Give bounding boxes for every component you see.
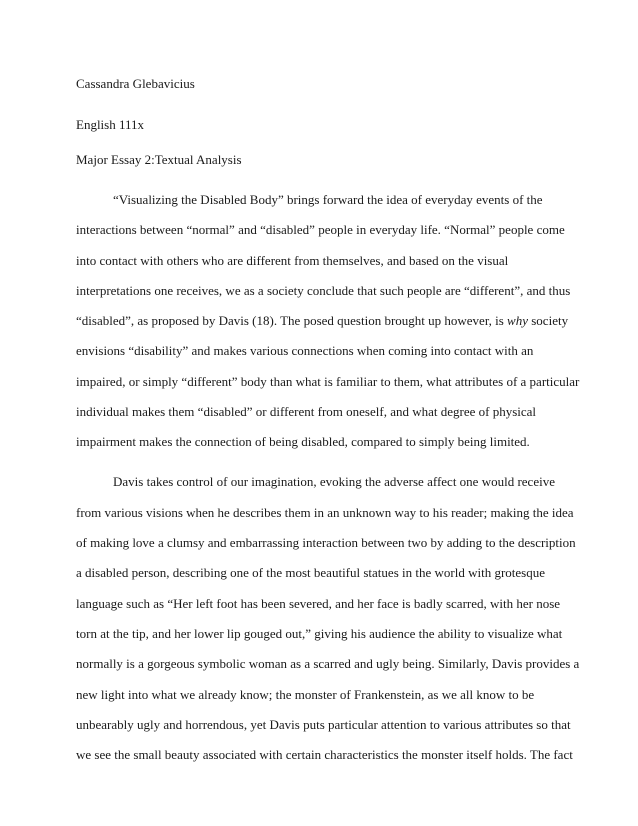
- paragraph-2-line-5: language such as “Her left foot has been severed, and her face is badly scarred, with her nose: [76, 596, 561, 611]
- paragraph-2-line-8: new light into what we already know; the monster of Frankenstein, as we all know to be: [76, 687, 535, 702]
- paragraph-1-line-1: “Visualizing the Disabled Body” brings forward the idea of everyday events of the: [113, 192, 543, 207]
- paragraph-1-line-3: into contact with others who are different from themselves, and based on the visual: [76, 253, 509, 268]
- paragraph-2-line-10: we see the small beauty associated with certain characteristics the monster itself holds. The fact: [76, 747, 573, 762]
- paragraph-1-line-2: interactions between “normal” and “disabled” people in everyday life. “Normal” people come: [76, 222, 565, 237]
- paragraph-1-line-4: interpretations one receives, we as a society conclude that such people are “different”, and thus: [76, 283, 571, 298]
- paragraph-2-line-4: a disabled person, describing one of the most beautiful statues in the world with grotesque: [76, 565, 545, 580]
- paragraph-2-line-3: of making love a clumsy and embarrassing interaction between two by adding to the description: [76, 535, 576, 550]
- assignment-title: Major Essay 2:Textual Analysis: [76, 152, 242, 167]
- paragraph-1-line-8: individual makes them “disabled” or different from oneself, and what degree of physical: [76, 404, 537, 419]
- emphasis-word: why: [507, 313, 528, 328]
- paragraph-1-line-5-text: “disabled”, as proposed by Davis (18). The posed question brought up however, is: [76, 313, 508, 328]
- author-name: Cassandra Glebavicius: [76, 76, 195, 91]
- paragraph-2-line-1: Davis takes control of our imagination, evoking the adverse affect one would receive: [113, 474, 555, 489]
- paragraph-2-line-2: from various visions when he describes them in an unknown way to his reader; making the idea: [76, 505, 574, 520]
- paragraph-2-line-6: torn at the tip, and her lower lip gouged out,” giving his audience the ability to visualize what: [76, 626, 563, 641]
- paragraph-2-line-7: normally is a gorgeous symbolic woman as a scarred and ugly being. Similarly, Davis provides a: [76, 656, 580, 671]
- paragraph-1-line-6: envisions “disability” and makes various connections when coming into contact with an: [76, 343, 534, 358]
- paragraph-2-line-9: unbearably ugly and horrendous, yet Davis puts particular attention to various attributes so that: [76, 717, 571, 732]
- paragraph-1-line-7: impaired, or simply “different” body than what is familiar to them, what attributes of a particular: [76, 374, 580, 389]
- paragraph-1-line-5-tail: society: [528, 313, 569, 328]
- paragraph-1-line-5: [76, 313, 568, 329]
- course-name: English 111x: [76, 117, 145, 132]
- paragraph-1-line-9: impairment makes the connection of being disabled, compared to simply being limited.: [76, 434, 530, 449]
